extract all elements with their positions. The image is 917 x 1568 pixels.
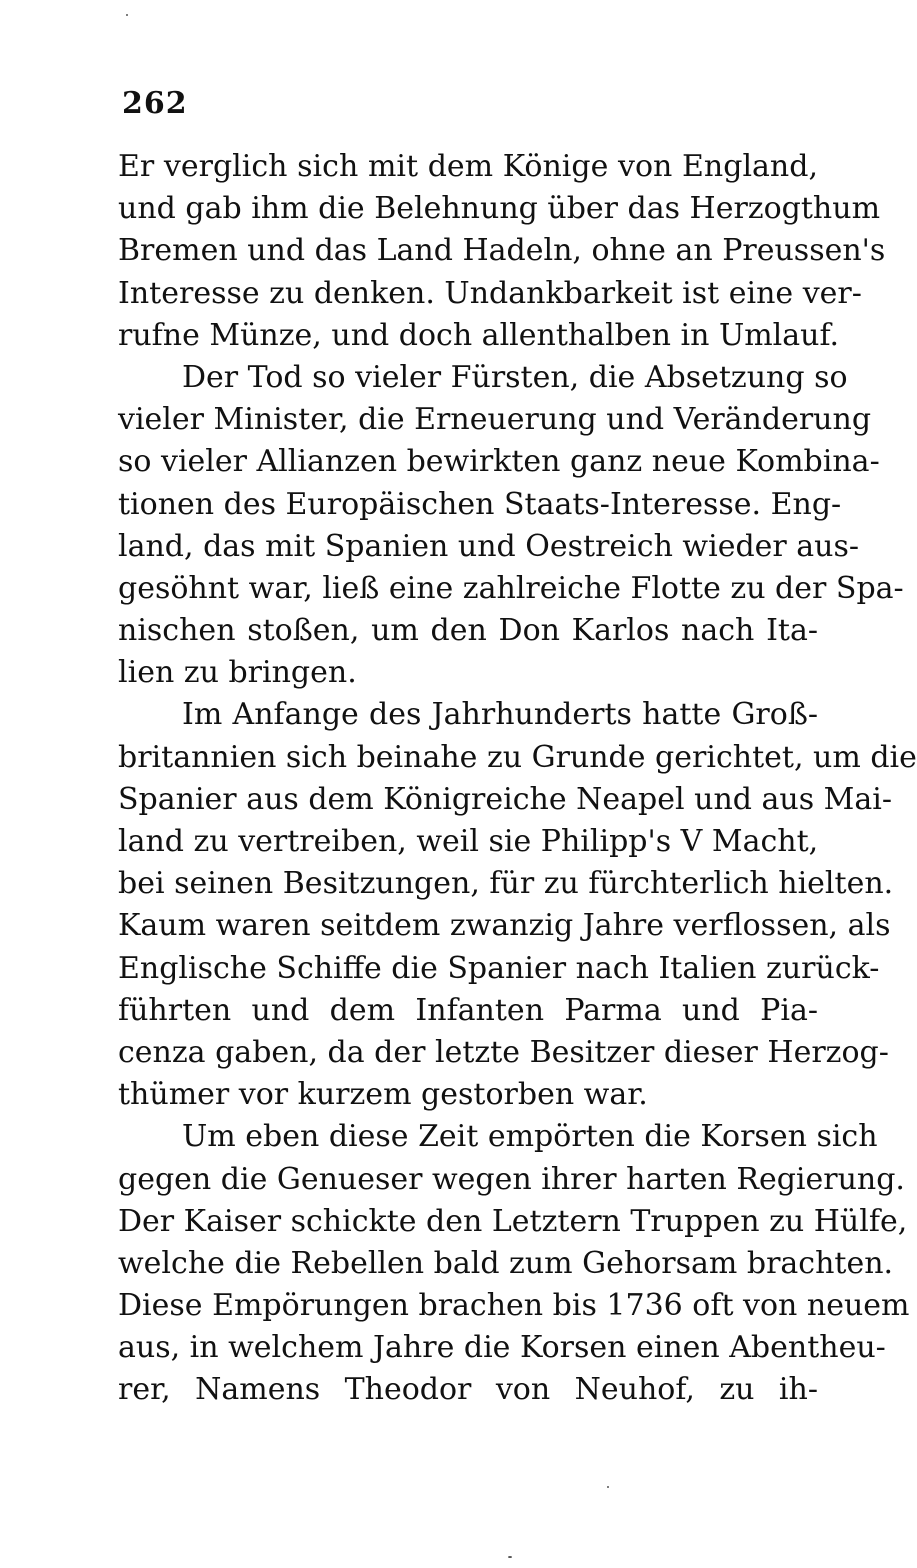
text-line: Im Anfange des Jahrhunderts hatte Groß- <box>182 697 818 733</box>
body-text <box>118 146 917 1412</box>
text-line: land zu vertreiben, weil sie Philipp's V Macht, <box>118 824 819 859</box>
text-line: Er verglich sich mit dem Könige von England, <box>118 149 818 184</box>
text-line: Der Tod so vieler Fürsten, die Absetzung so <box>182 359 848 395</box>
text-line: Diese Empörungen brachen bis 1736 oft von neuem <box>118 1288 910 1324</box>
text-line: Bremen und das Land Hadeln, ohne an Preussen's <box>118 233 886 269</box>
text-line: Spanier aus dem Königreiche Neapel und aus Mai- <box>118 781 892 817</box>
text-line: Kaum waren seitdem zwanzig Jahre verflossen, als <box>118 908 891 944</box>
text-line: Um eben diese Zeit empörten die Korsen sich <box>182 1119 878 1155</box>
text-line: rufne Münze, und doch allenthalben in Umlauf. <box>118 317 840 353</box>
paragraph-4 <box>118 1116 910 1411</box>
text-line: nischen stoßen, um den Don Karlos nach Ita- <box>118 613 818 649</box>
text-line: und gab ihm die Belehnung über das Herzogthum <box>118 191 881 227</box>
text-line: Der Kaiser schickte den Letztern Truppen zu Hülfe, <box>118 1203 908 1239</box>
text-line: cenza gaben, da der letzte Besitzer dieser Herzog- <box>118 1034 889 1070</box>
text-line: welche die Rebellen bald zum Gehorsam brachten. <box>118 1245 894 1281</box>
paragraph-3 <box>118 694 917 1116</box>
text-line: lien zu bringen. <box>118 655 357 691</box>
text-line: gesöhnt war, ließ eine zahlreiche Flotte zu der Spa- <box>118 570 904 606</box>
text-line: vieler Minister, die Erneuerung und Veränderung <box>118 402 872 438</box>
text-line: tionen des Europäischen Staats-Interesse. Eng- <box>118 486 842 522</box>
print-speck <box>126 14 128 16</box>
text-line: bei seinen Besitzungen, für zu fürchterlich hielten. <box>118 866 894 902</box>
paragraph-1 <box>118 146 886 357</box>
paragraph-2 <box>118 357 904 695</box>
text-line: land, das mit Spanien und Oestreich wieder aus- <box>118 528 860 564</box>
text-line: aus, in welchem Jahre die Korsen einen Abentheu- <box>118 1330 886 1366</box>
text-line: thümer vor kurzem gestorben war. <box>118 1077 648 1113</box>
text-line: britannien sich beinahe zu Grunde gerichtet, um die <box>118 739 917 775</box>
text-line: gegen die Genueser wegen ihrer harten Regierung. <box>118 1161 905 1197</box>
text-line: so vieler Allianzen bewirkten ganz neue Kombina- <box>118 444 880 480</box>
print-speck <box>508 1556 512 1558</box>
text-line: rer, Namens Theodor von Neuhof, zu ih- <box>118 1372 818 1408</box>
page-number: 262 <box>122 86 188 121</box>
text-line: führten und dem Infanten Parma und Pia- <box>118 992 818 1028</box>
print-speck <box>607 1486 609 1488</box>
text-line: Englische Schiffe die Spanier nach Italien zurück- <box>118 950 880 986</box>
text-line: Interesse zu denken. Undankbarkeit ist eine ver- <box>118 275 862 311</box>
